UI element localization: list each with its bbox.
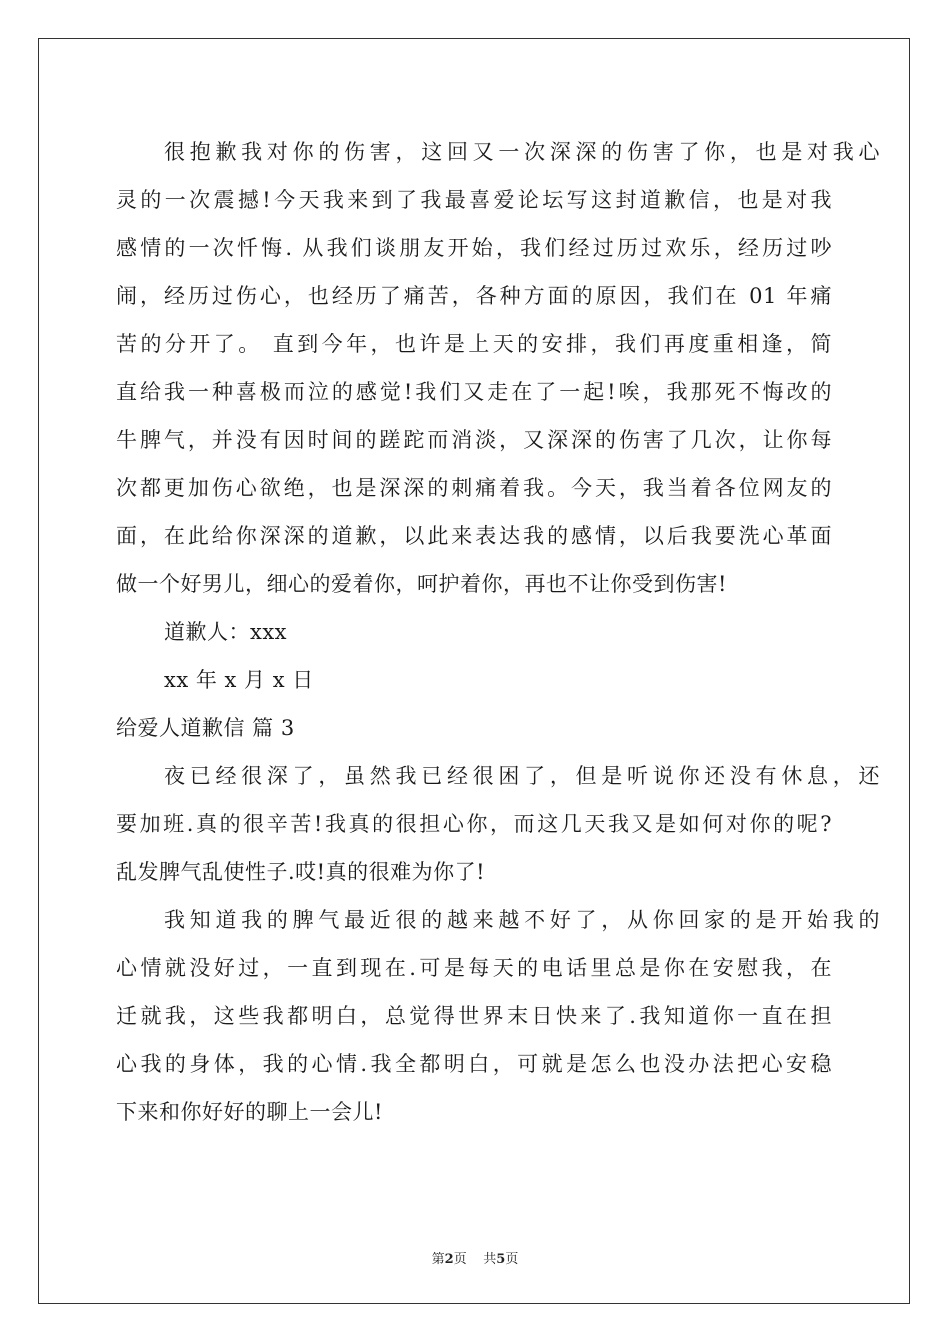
text-line: 灵的一次震撼!今天我来到了我最喜爱论坛写这封道歉信，也是对我 bbox=[116, 188, 832, 212]
text-line: 心情就没好过，一直到现在.可是每天的电话里总是你在安慰我，在 bbox=[116, 956, 832, 980]
text-line: 做一个好男儿，细心的爱着你，呵护着你，再也不让你受到伤害! bbox=[116, 572, 727, 596]
text-line: 下来和你好好的聊上一会儿! bbox=[116, 1100, 383, 1124]
total-suffix: 页 bbox=[505, 1252, 519, 1267]
total-prefix: 共 bbox=[483, 1252, 497, 1267]
text-line: 牛脾气，并没有因时间的蹉跎而消淡，又深深的伤害了几次，让你每 bbox=[116, 428, 832, 452]
date: xx 年 x 月 x 日 bbox=[164, 668, 314, 692]
text-line: 迁就我，这些我都明白，总觉得世界末日快来了.我知道你一直在担 bbox=[116, 1004, 832, 1028]
text-line: 面，在此给你深深的道歉，以此来表达我的感情，以后我要洗心革面 bbox=[116, 524, 832, 548]
text-line: 直给我一种喜极而泣的感觉!我们又走在了一起!唉，我那死不悔改的 bbox=[116, 380, 832, 404]
text-line: 我知道我的脾气最近很的越来越不好了，从你回家的是开始我的 bbox=[164, 908, 880, 932]
paragraph-night bbox=[116, 752, 880, 896]
text-line: 很抱歉我对你的伤害，这回又一次深深的伤害了你，也是对我心 bbox=[164, 140, 880, 164]
document-body bbox=[116, 128, 880, 1136]
current-page-number: 2 bbox=[444, 1252, 454, 1267]
page-footer bbox=[0, 1248, 950, 1267]
text-line: 苦的分开了。 直到今年，也许是上天的安排，我们再度重相逢，简 bbox=[116, 332, 832, 356]
text-line: 心我的身体，我的心情.我全都明白，可就是怎么也没办法把心安稳 bbox=[116, 1052, 832, 1076]
total-page-number: 5 bbox=[496, 1252, 506, 1267]
page-suffix: 页 bbox=[453, 1252, 467, 1267]
text-line: 次都更加伤心欲绝，也是深深的刺痛着我。今天，我当着各位网友的 bbox=[116, 476, 832, 500]
text-line: 要加班.真的很辛苦!我真的很担心你，而这几天我又是如何对你的呢? bbox=[116, 812, 832, 836]
paragraph-apology bbox=[116, 128, 880, 608]
section-title: 给爱人道歉信 篇 3 bbox=[116, 716, 295, 740]
signature: 道歉人：xxx bbox=[164, 620, 288, 644]
page-prefix: 第 bbox=[431, 1252, 445, 1267]
text-line: 闹，经历过伤心，也经历了痛苦，各种方面的原因，我们在 01 年痛 bbox=[116, 284, 832, 308]
text-line: 夜已经很深了，虽然我已经很困了，但是听说你还没有休息，还 bbox=[164, 764, 880, 788]
paragraph-temper bbox=[116, 896, 880, 1136]
text-line: 乱发脾气乱使性子.哎!真的很难为你了! bbox=[116, 860, 486, 884]
text-line: 感情的一次忏悔. 从我们谈朋友开始，我们经过历过欢乐，经历过吵 bbox=[116, 236, 832, 260]
